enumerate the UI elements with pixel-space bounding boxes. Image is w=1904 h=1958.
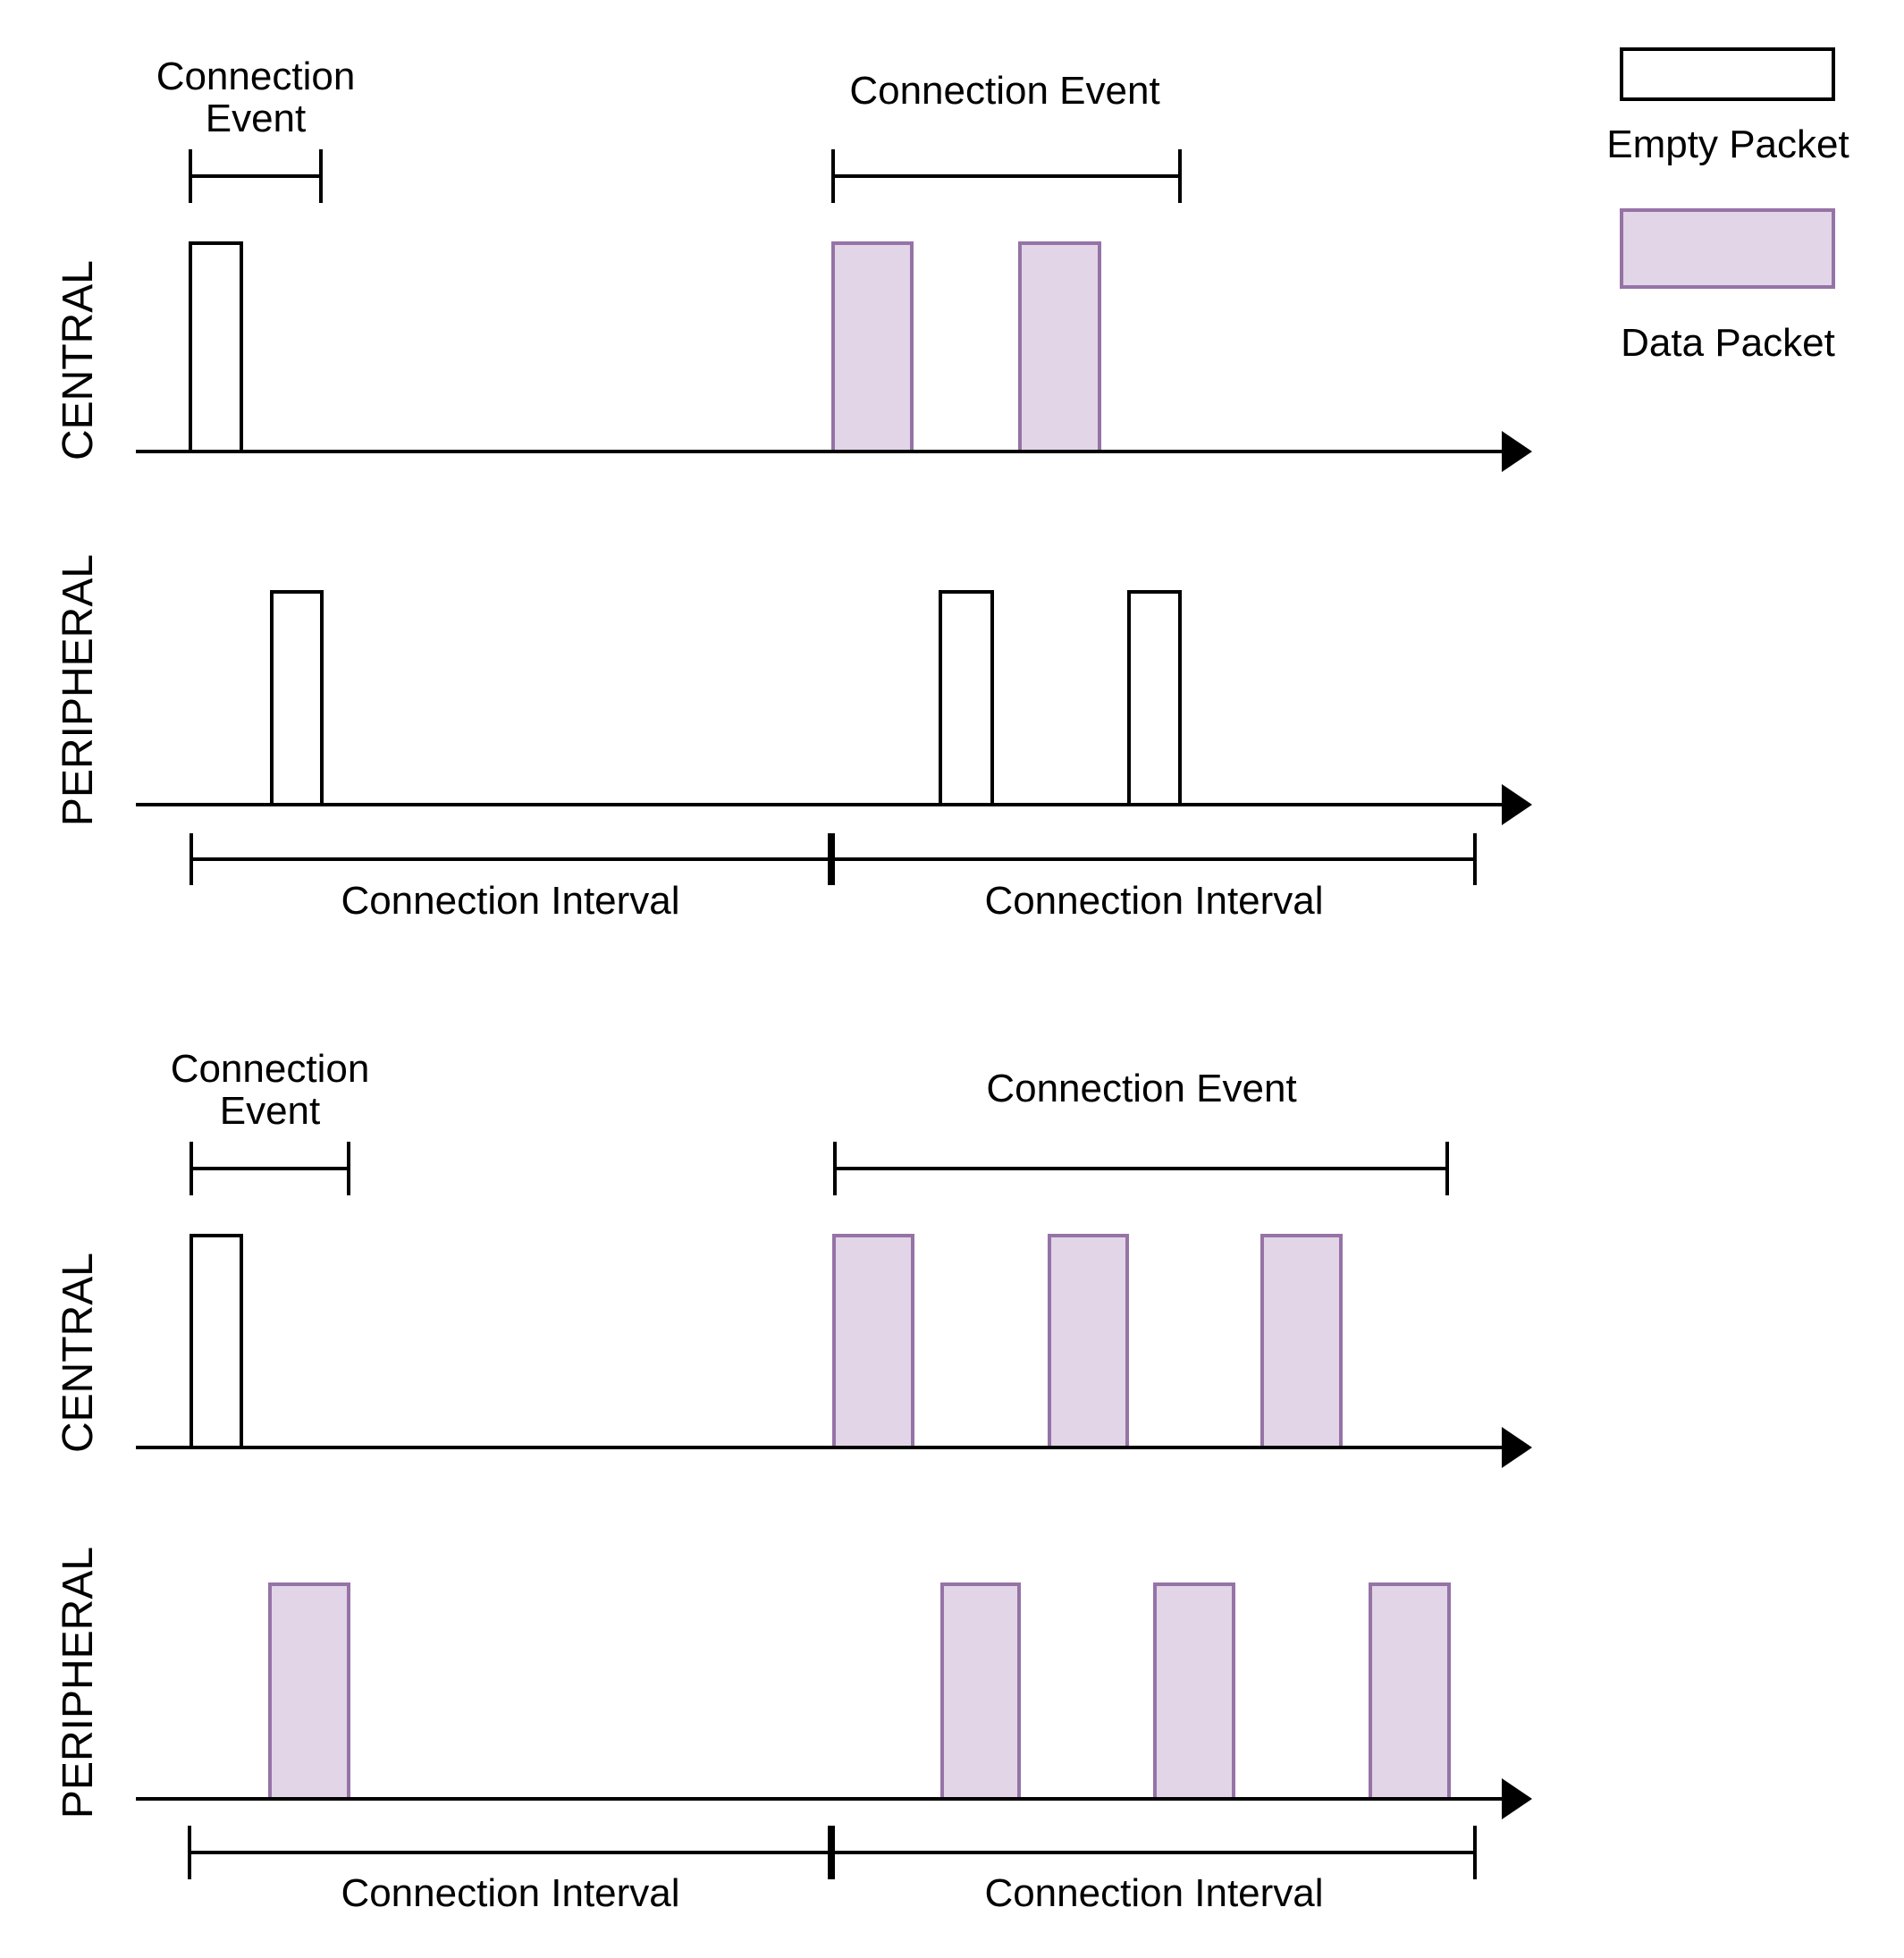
bracket-tick [831, 1826, 835, 1879]
bracket-line [833, 1167, 1449, 1170]
data-packet [1260, 1234, 1343, 1449]
peripheral-timeline-axis [136, 1797, 1504, 1801]
data-packet [940, 1582, 1021, 1801]
data-packet [1369, 1582, 1451, 1801]
connection-event-label-line1: Connection [156, 55, 356, 98]
bracket-tick [1445, 1142, 1449, 1195]
bracket-line [190, 1167, 350, 1170]
arrowhead-icon [1502, 1778, 1532, 1819]
connection-event-bracket [190, 1142, 350, 1195]
connection-event-label-line2: Event [219, 1089, 321, 1133]
peripheral-axis-label: PERIPHERAL [55, 1546, 102, 1819]
connection-interval-label: Connection Interval [341, 1871, 680, 1915]
data-packet [1048, 1234, 1129, 1449]
arrowhead-icon [1502, 1427, 1532, 1468]
connection-event-label-line2: Event [205, 97, 307, 140]
bracket-tick [347, 1142, 350, 1195]
central-axis-label: CENTRAL [55, 1252, 102, 1454]
bracket-line [831, 1851, 1477, 1854]
connection-interval-label: Connection Interval [984, 1871, 1324, 1915]
data-packet [832, 1234, 914, 1449]
central-packet-row [0, 1234, 1904, 1449]
bracket-tick [1473, 1826, 1477, 1879]
legend-data-packet-label: Data Packet [1621, 321, 1835, 365]
peripheral-packet-row [0, 1582, 1904, 1801]
bracket-tick [188, 1826, 191, 1879]
data-packet [1153, 1582, 1235, 1801]
central-timeline-axis [136, 1446, 1504, 1449]
data-packet [268, 1582, 350, 1801]
legend-empty-packet-label: Empty Packet [1606, 122, 1849, 166]
bracket-line [188, 1851, 831, 1854]
bracket-tick [190, 1142, 193, 1195]
empty-packet [190, 1234, 243, 1449]
connection-event-label: Connection Event [986, 1067, 1297, 1110]
connection-event-label [136, 1048, 404, 1132]
connection-event-label: Connection Event [849, 69, 1160, 113]
connection-event-bracket [833, 1142, 1449, 1195]
central-axis-label: CENTRAL [55, 259, 102, 461]
bracket-tick [833, 1142, 837, 1195]
peripheral-axis-label: PERIPHERAL [55, 553, 102, 827]
connection-event-label-line1: Connection [170, 1047, 370, 1091]
connection-interval-label: Connection Interval [984, 879, 1324, 923]
connection-interval-label: Connection Interval [341, 879, 680, 923]
